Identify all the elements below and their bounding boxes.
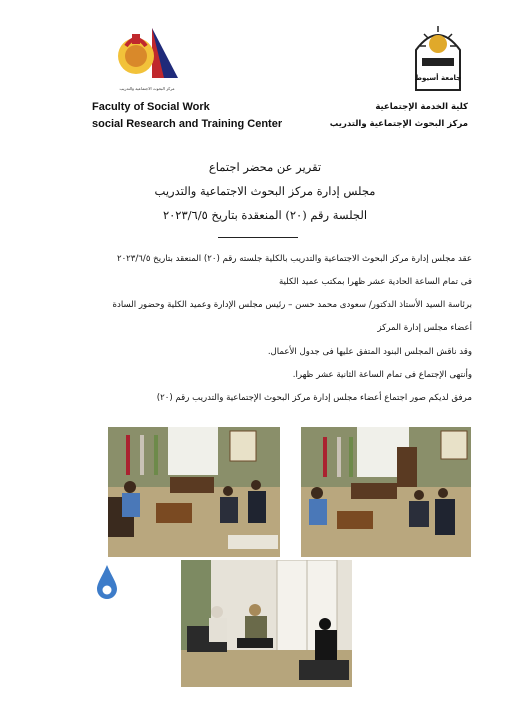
session-title: الجلسة رقم (٢٠) المنعقدة بتاريخ ٢٠٢٣/٦/٥ (162, 208, 368, 222)
paragraph-agenda: وقد ناقش المجلس البنود المتفق عليها فى جدول الأعمال. (267, 347, 472, 357)
title-divider (218, 237, 298, 238)
paragraph-members: أعضاء مجلس إدارة المركز (377, 323, 472, 333)
meeting-photo-3 (181, 560, 352, 687)
paragraph-attachment: مرفق لديكم صور اجتماع أعضاء مجلس إدارة مركز البحوث الإجتماعية والتدريب رقم (٢٠) (156, 393, 472, 403)
center-logo (112, 24, 182, 94)
meeting-photo-1 (108, 427, 280, 557)
meeting-photo-2 (301, 427, 471, 557)
paragraph-meeting: عقد مجلس إدارة مركز البحوث الاجتماعية والتدريب بالكلية جلسته رقم (٢٠) المنعقد بتاريخ ٢٠٢٣/٦/٥ (116, 254, 472, 264)
paragraph-time: فى تمام الساعة الحادية عشر ظهرا بمكتب عميد الكلية (278, 277, 472, 287)
center-name-en: social Research and Training Center (92, 118, 283, 130)
council-title: مجلس إدارة مركز البحوث الاجتماعية والتدريب (154, 184, 376, 198)
faculty-name-ar: كلية الخدمة الإجتماعية (375, 102, 468, 112)
water-drop-icon (96, 563, 118, 601)
paragraph-end: وأنتهى الإجتماع فى تمام الساعة الثانية عشر ظهرا. (292, 370, 472, 380)
center-logo-caption: مركز البحوث الاجتماعية والتدريب (119, 86, 175, 91)
center-name-ar: مركز البحوث الإجتماعية والتدريب (329, 119, 468, 129)
university-logo-text: جامعة أسيوط (414, 74, 462, 82)
report-title: تقرير عن محضر اجتماع (208, 160, 322, 174)
university-logo (410, 20, 466, 94)
paragraph-chair: برئاسة السيد الأستاذ الدكتور/ سعودى محمد حسن – رئيس مجلس الإدارة وعميد الكلية وحضور السادة (112, 300, 472, 310)
faculty-name-en: Faculty of Social Work (92, 101, 210, 113)
